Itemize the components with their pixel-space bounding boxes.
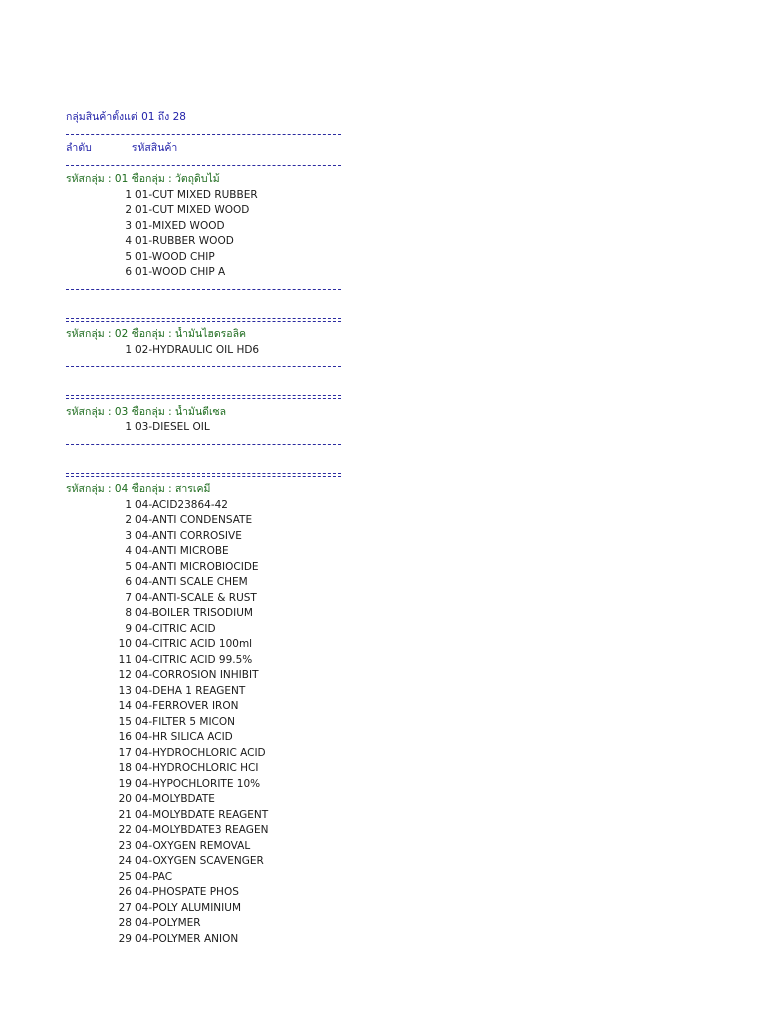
item-number: 20 [118, 793, 132, 805]
list-item [66, 901, 341, 917]
divider [66, 126, 341, 142]
group-label: รหัสกลุ่ม : 03 ชื่อกลุ่ม : น้ำมันดีเซล [66, 405, 227, 418]
item-name: 04-ANTI CONDENSATE [135, 514, 253, 526]
item-name: 04-PAC [135, 870, 173, 883]
item-name: 04-HYDROCHLORIC ACID [135, 746, 266, 759]
item-name: 04-BOILER TRISODIUM [135, 607, 253, 619]
item-number: 6 [125, 576, 132, 588]
item-name: 01-CUT MIXED WOOD [135, 204, 250, 216]
double-divider [66, 389, 341, 405]
column-headers [66, 141, 341, 157]
list-item [66, 343, 341, 359]
list-item [66, 622, 341, 638]
item-name: 04-ANTI MICROBIOCIDE [135, 560, 259, 573]
item-number: 15 [118, 715, 132, 728]
item-name: 03-DIESEL OIL [135, 421, 210, 433]
list-item [66, 591, 341, 607]
header-seq: ลำดับ [66, 142, 92, 154]
item-number: 1 [125, 188, 132, 201]
item-number: 6 [125, 266, 132, 278]
report-title: กลุ่มสินค้าตั้งแต่ 01 ถึง 28 [66, 111, 186, 123]
item-name: 01-CUT MIXED RUBBER [135, 188, 258, 201]
list-item [66, 265, 341, 281]
divider [66, 436, 341, 452]
item-number: 25 [118, 870, 132, 883]
group-label: รหัสกลุ่ม : 01 ชื่อกลุ่ม : วัตถุดิบไม้ [66, 173, 220, 185]
item-name: 04-ANTI CORROSIVE [135, 529, 242, 542]
list-item [66, 560, 341, 576]
list-item [66, 684, 341, 700]
divider [66, 358, 341, 374]
item-number: 17 [118, 746, 132, 759]
list-item [66, 529, 341, 545]
item-number: 24 [118, 855, 132, 867]
item-name: 04-POLYMER [135, 917, 201, 929]
item-name: 04-ANTI-SCALE & RUST [135, 591, 257, 604]
item-name: 04-ANTI MICROBE [135, 545, 229, 557]
item-number: 29 [118, 932, 132, 945]
item-name: 04-HR SILICA ACID [135, 731, 233, 743]
item-name: 04-OXYGEN REMOVAL [135, 839, 251, 852]
item-number: 21 [118, 808, 132, 821]
item-number: 9 [125, 622, 132, 635]
item-number: 1 [125, 498, 132, 511]
header-code: รหัสสินค้า [131, 142, 178, 154]
item-name: 04-PHOSPATE PHOS [135, 886, 239, 898]
list-item [66, 575, 341, 591]
item-name: 04-OXYGEN SCAVENGER [135, 855, 264, 867]
item-number: 12 [118, 669, 132, 681]
list-item [66, 932, 341, 948]
list-item [66, 823, 341, 839]
item-name: 04-FERROVER IRON [135, 700, 239, 712]
list-item [66, 203, 341, 219]
item-number: 5 [125, 560, 132, 573]
item-name: 01-WOOD CHIP A [135, 266, 226, 278]
item-number: 1 [125, 421, 132, 433]
list-item [66, 715, 341, 731]
divider [66, 281, 341, 297]
list-item [66, 606, 341, 622]
item-name: 04-DEHA 1 REAGENT [135, 684, 246, 697]
list-item [66, 792, 341, 808]
item-name: 04-POLYMER ANION [135, 932, 239, 945]
item-name: 04-ANTI SCALE CHEM [135, 576, 248, 588]
item-name: 04-MOLYBDATE [135, 793, 215, 805]
item-name: 01-MIXED WOOD [135, 219, 225, 232]
item-number: 1 [125, 343, 132, 356]
list-item [66, 513, 341, 529]
list-item [66, 250, 341, 266]
item-number: 14 [118, 700, 132, 712]
item-number: 7 [125, 591, 132, 604]
item-number: 22 [118, 824, 132, 836]
list-item [66, 219, 341, 235]
item-name: 01-RUBBER WOOD [135, 235, 234, 247]
list-item [66, 839, 341, 855]
item-name: 04-MOLYBDATE3 REAGEN [135, 824, 269, 836]
group-label: รหัสกลุ่ม : 04 ชื่อกลุ่ม : สารเคมี [66, 483, 211, 495]
item-number: 16 [118, 731, 132, 743]
item-number: 18 [118, 762, 132, 774]
list-item [66, 916, 341, 932]
item-number: 19 [118, 777, 132, 790]
item-number: 4 [125, 545, 132, 557]
item-number: 11 [118, 653, 132, 666]
list-item [66, 420, 341, 436]
list-item [66, 234, 341, 250]
item-number: 3 [125, 529, 132, 542]
list-item [66, 668, 341, 684]
item-number: 5 [125, 250, 132, 263]
item-number: 8 [125, 607, 132, 619]
double-divider [66, 467, 341, 483]
item-number: 27 [118, 901, 132, 914]
item-number: 2 [125, 204, 132, 216]
item-name: 04-ACID23864-42 [135, 498, 228, 511]
list-item [66, 746, 341, 762]
list-item [66, 730, 341, 746]
item-number: 2 [125, 514, 132, 526]
list-item [66, 808, 341, 824]
group-label: รหัสกลุ่ม : 02 ชื่อกลุ่ม : น้ำมันไฮดรอลิค [66, 328, 247, 340]
item-number: 28 [118, 917, 132, 929]
list-item [66, 699, 341, 715]
item-name: 01-WOOD CHIP [135, 250, 215, 263]
list-item [66, 854, 341, 870]
item-name: 04-CITRIC ACID 100ml [135, 638, 253, 650]
list-item [66, 498, 341, 514]
item-name: 04-CITRIC ACID 99.5% [135, 653, 253, 666]
list-item [66, 777, 341, 793]
item-number: 3 [125, 219, 132, 232]
item-name: 04-CORROSION INHIBIT [135, 669, 259, 681]
item-name: 04-FILTER 5 MICON [135, 715, 235, 728]
list-item [66, 870, 341, 886]
list-item [66, 885, 341, 901]
item-number: 26 [118, 886, 132, 898]
list-item [66, 761, 341, 777]
item-number: 13 [118, 684, 132, 697]
list-item [66, 653, 341, 669]
list-item [66, 637, 341, 653]
item-name: 04-HYDROCHLORIC HCI [135, 762, 259, 774]
divider [66, 157, 341, 173]
item-name: 04-MOLYBDATE REAGENT [135, 808, 269, 821]
list-item [66, 544, 341, 560]
item-name: 04-CITRIC ACID [135, 622, 216, 635]
item-number: 4 [125, 235, 132, 247]
item-number: 23 [118, 839, 132, 852]
item-name: 04-POLY ALUMINIUM [135, 901, 241, 914]
item-name: 04-HYPOCHLORITE 10% [135, 777, 261, 790]
report-body [66, 110, 341, 947]
list-item [66, 188, 341, 204]
double-divider [66, 312, 341, 328]
item-name: 02-HYDRAULIC OIL HD6 [135, 343, 260, 356]
item-number: 10 [118, 638, 132, 650]
